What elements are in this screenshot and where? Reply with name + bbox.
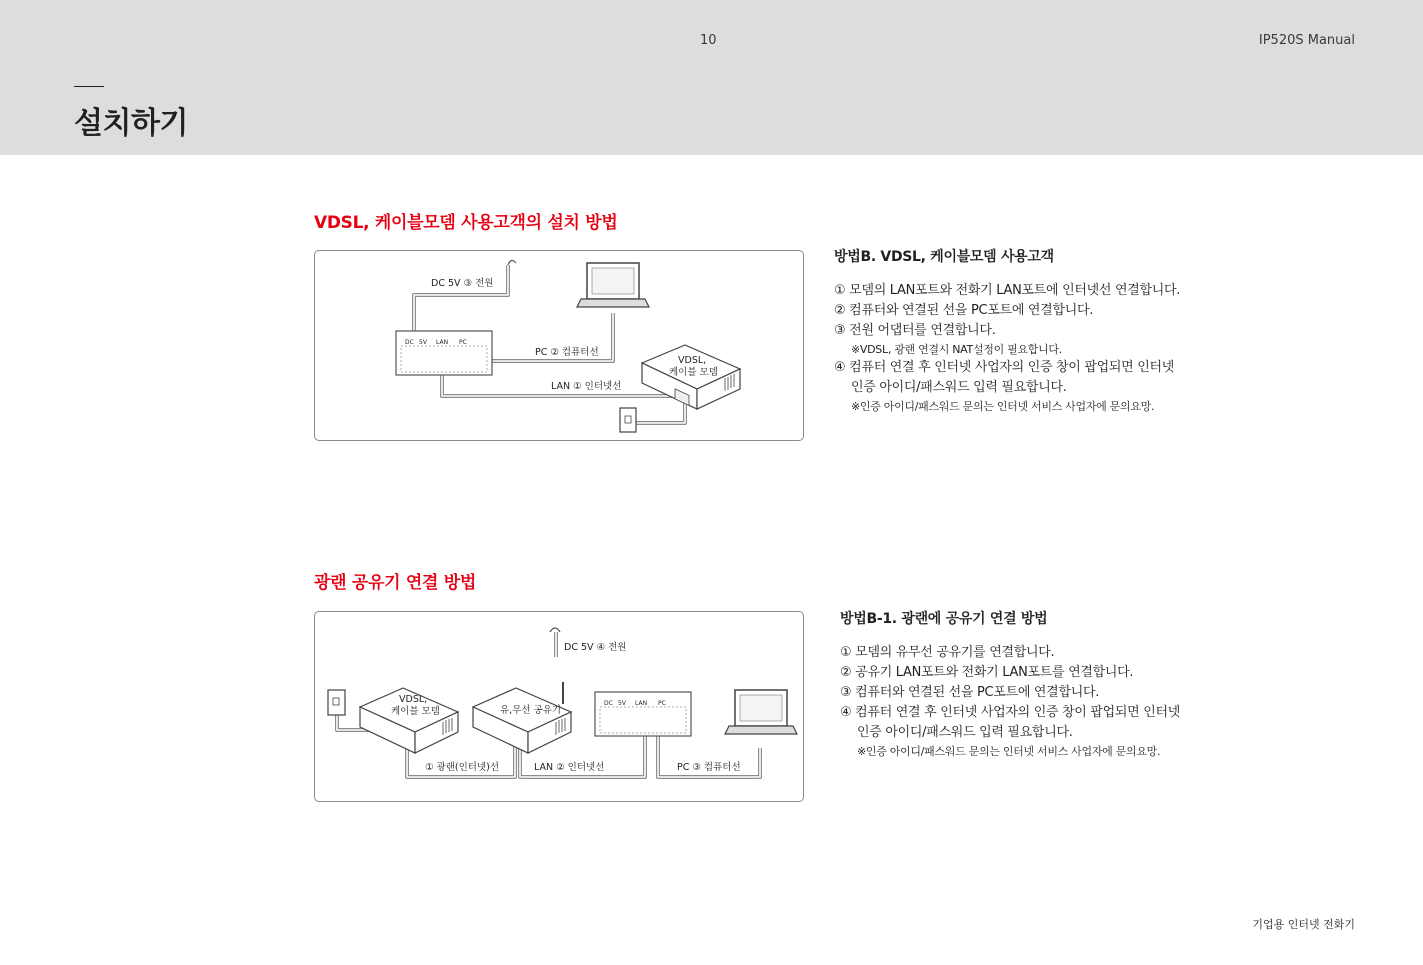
section1-diagram-svg xyxy=(315,251,803,440)
section1-note-2: ※인증 아이디/패스워드 문의는 인터넷 서비스 사업자에 문의요망. xyxy=(851,400,1155,413)
ip-phone-icon xyxy=(396,331,492,375)
port-pc-label: PC xyxy=(459,339,467,346)
port-lan-label: LAN xyxy=(436,339,449,346)
power-label-s2: DC 5V ④ 전원 xyxy=(564,642,627,653)
section1-diagram xyxy=(314,250,804,441)
header-band xyxy=(0,0,1423,155)
laptop-icon xyxy=(577,263,649,307)
section1-step-1: ① 모뎀의 LAN포트와 전화기 LAN포트에 인터넷선 연결합니다. xyxy=(834,283,1181,298)
lan-cable-label-s2: LAN ② 인터넷선 xyxy=(534,762,605,773)
port-5v-label-s2: 5V xyxy=(618,700,626,707)
laptop-icon-2 xyxy=(725,690,797,734)
router-icon xyxy=(473,682,571,753)
section2-step-2: ② 공유기 LAN포트와 전화기 LAN포트를 연결합니다. xyxy=(840,665,1134,680)
port-pc-label-s2: PC xyxy=(658,700,666,707)
section2-instructions-title: 방법B-1. 광랜에 공유기 연결 방법 xyxy=(840,611,1048,627)
power-cable xyxy=(414,265,508,333)
modem-label-2-s2: 케이블 모뎀 xyxy=(391,706,440,717)
modem-label-1-s2: VDSL, xyxy=(399,694,428,705)
port-lan-label-s2: LAN xyxy=(635,700,648,707)
modem-label-1: VDSL, xyxy=(678,355,707,366)
power-plug-icon-2 xyxy=(550,628,560,632)
power-plug-icon xyxy=(508,260,516,265)
section2-step-4-cont: 인증 아이디/패스워드 입력 필요합니다. xyxy=(857,725,1073,740)
section2-step-4: ④ 컴퓨터 연결 후 인터넷 사업자의 인증 창이 팝업되면 인터넷 xyxy=(840,705,1181,720)
section2-diagram-svg xyxy=(315,612,803,801)
wall-jack-icon xyxy=(620,408,636,432)
section1-step-4: ④ 컴퓨터 연결 후 인터넷 사업자의 인증 창이 팝업되면 인터넷 xyxy=(834,360,1175,375)
section2-note: ※인증 아이디/패스워드 문의는 인터넷 서비스 사업자에 문의요망. xyxy=(857,745,1161,758)
section1-note-1: ※VDSL, 광랜 연결시 NAT설정이 필요합니다. xyxy=(851,343,1062,356)
section2-instructions xyxy=(840,609,1220,760)
lan-cable-label: LAN ① 인터넷선 xyxy=(551,381,622,392)
section1-step-4-cont: 인증 아이디/패스워드 입력 필요합니다. xyxy=(851,380,1067,395)
router-label: 유,무선 공유기 xyxy=(500,705,562,716)
section1-instructions-title: 방법B. VDSL, 케이블모뎀 사용고객 xyxy=(834,249,1054,265)
power-label: DC 5V ③ 전원 xyxy=(431,278,494,289)
page-title: 설치하기 xyxy=(74,106,188,141)
port-dc-label: DC xyxy=(405,339,414,346)
wall-jack-icon-2 xyxy=(328,690,345,715)
section1-step-3: ③ 전원 어댑터를 연결합니다. xyxy=(834,323,996,338)
title-rule xyxy=(74,86,104,87)
port-5v-label: 5V xyxy=(419,339,427,346)
fiber-cable-label: ① 광랜(인터넷)선 xyxy=(425,762,500,773)
section1-step-2: ② 컴퓨터와 연결된 선을 PC포트에 연결합니다. xyxy=(834,303,1094,318)
port-dc-label-s2: DC xyxy=(604,700,613,707)
section1-instructions xyxy=(834,247,1214,415)
manual-title: IP520S Manual xyxy=(1258,33,1355,48)
section2-step-3: ③ 컴퓨터와 연결된 선을 PC포트에 연결합니다. xyxy=(840,685,1100,700)
section2-diagram xyxy=(314,611,804,802)
modem-label-2: 케이블 모뎀 xyxy=(669,367,718,378)
section1-heading: VDSL, 케이블모뎀 사용고객의 설치 방법 xyxy=(314,213,618,233)
page-number: 10 xyxy=(700,33,717,48)
pc-cable-label: PC ② 컴퓨터선 xyxy=(535,347,599,358)
section2-step-1: ① 모뎀의 유무선 공유기를 연결합니다. xyxy=(840,645,1055,660)
section2-heading: 광랜 공유기 연결 방법 xyxy=(314,573,476,593)
ip-phone-icon-2 xyxy=(595,692,691,736)
footer-text: 기업용 인터넷 전화기 xyxy=(1252,918,1355,931)
pc-cable-label-s2: PC ③ 컴퓨터선 xyxy=(677,762,741,773)
